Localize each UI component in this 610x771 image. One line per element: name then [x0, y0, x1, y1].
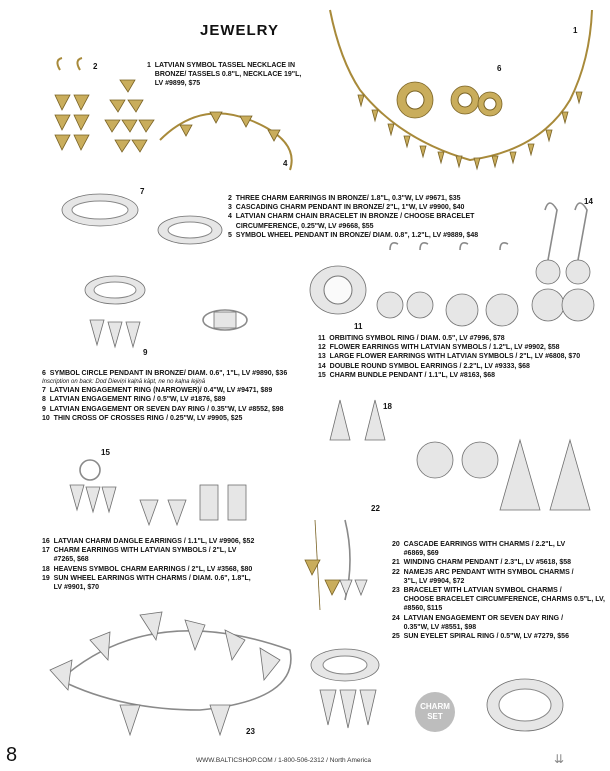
item-11: 11 ORBITING SYMBOL RING / DIAM. 0.5", LV #7996, $78	[318, 335, 505, 342]
item-6-inscription: Inscription on back: Dod Dieviņi kaļnā kāpt, ne no kaļna lejiņā	[42, 379, 206, 386]
item-9: 9 LATVIAN ENGAGEMENT OR SEVEN DAY RING / 0.35"W, LV #8552, $98	[42, 405, 284, 413]
ring-24-image	[311, 649, 379, 728]
bracelet-23-image	[50, 612, 291, 735]
item-10: 10 THIN CROSS OF CROSSES RING / 0.25"W, LV #9905, $25	[42, 414, 243, 422]
chevron-down-icon: ⇊	[554, 752, 565, 766]
item-22: 22 NAMEJS ARC PENDANT WITH SYMBOL CHARMS / 3"L, LV #9904, $72	[392, 568, 574, 585]
photo-number-22: 22	[371, 504, 380, 513]
photo-number-4: 4	[283, 159, 288, 168]
photo-number-7: 7	[140, 187, 145, 196]
photo-number-9: 9	[143, 348, 148, 357]
item-5: 5 SYMBOL WHEEL PENDANT IN BRONZE/ DIAM. 0.8", 1.2"L, LV #9889, $48	[228, 231, 479, 239]
badge-line-1: CHARM	[420, 702, 450, 711]
item-16: 16 LATVIAN CHARM DANGLE EARRINGS / 1.1"L, LV #9906, $52	[42, 538, 255, 545]
item-4: 4 LATVIAN CHARM CHAIN BRACELET IN BRONZE / CHOOSE BRACELET CIRCUMFERENCE, 0.25"W, LV #9668, $55	[228, 213, 475, 230]
bracelet-4-image	[160, 112, 292, 170]
item-19: 19 SUN WHEEL EARRINGS WITH CHARMS / DIAM. 0.6", 1.8"L, LV #9901, $70	[42, 574, 251, 592]
ring-25-image	[487, 679, 563, 731]
earrings-2-image	[55, 58, 89, 150]
item-6: 6 SYMBOL CIRCLE PENDANT IN BRONZE/ DIAM. 0.6", 1"L, LV #9890, $36	[42, 370, 288, 377]
photo-number-11: 11	[354, 322, 363, 331]
earrings-18-image	[330, 400, 385, 440]
item-23: 23 BRACELET WITH LATVIAN SYMBOL CHARMS / CHOOSE BRACELET CIRCUMFERENCE, CHARMS 0.5"L, LV, #8560, $115	[392, 587, 605, 613]
item-17: 17 CHARM EARRINGS WITH LATVIAN SYMBOLS / 2"L, LV #7265, $68	[42, 547, 237, 564]
item-24: 24 LATVIAN ENGAGEMENT OR SEVEN DAY RING / 0.35"W, LV #8551, $98	[392, 614, 564, 631]
ring-11-image	[310, 266, 366, 314]
item-list-2-5	[228, 194, 478, 240]
item-20: 20 CASCADE EARRINGS WITH CHARMS / 2.2"L, LV #6869, $69	[392, 541, 566, 558]
page-title: JEWELRY	[200, 22, 279, 39]
photo-number-15: 15	[101, 448, 110, 457]
item-14: 14 DOUBLE ROUND SYMBOL EARRINGS / 2.2"L, LV #9333, $68	[318, 362, 530, 370]
item-list-16-19	[42, 537, 254, 592]
item-list-20-25	[392, 540, 605, 641]
earrings-20-image	[417, 440, 590, 510]
item-13: 13 LARGE FLOWER EARRINGS WITH LATVIAN SYMBOLS / 2"L, LV #6808, $70	[318, 353, 581, 361]
item-3: 3 CASCADING CHARM PENDANT IN BRONZE/ 2"L, 1"W, LV #9900, $40	[228, 204, 465, 212]
pendants-21-22-image	[305, 520, 367, 610]
item-list-6-10	[42, 369, 287, 423]
wheel-pendants-image	[397, 82, 502, 118]
page-number: 8	[6, 744, 18, 766]
item-25: 25 SUN EYELET SPIRAL RING / 0.5"W, LV #7279, $56	[392, 633, 569, 641]
charm-set-badge	[415, 692, 455, 732]
item-7: 7 LATVIAN ENGAGEMENT RING (NARROWER)/ 0.4"W, LV #9471, $89	[42, 387, 273, 395]
item-list-11-15	[318, 334, 580, 380]
rings-7-10-image	[62, 194, 247, 347]
badge-line-2: SET	[427, 712, 443, 721]
photo-number-6: 6	[497, 64, 502, 73]
item-12: 12 FLOWER EARRINGS WITH LATVIAN SYMBOLS / 1.2"L, LV #9902, $58	[318, 344, 560, 352]
item-21: 21 WINDING CHARM PENDANT / 2.3"L, LV #5618, $58	[392, 559, 572, 567]
photo-number-2: 2	[93, 62, 98, 71]
item-8: 8 LATVIAN ENGAGEMENT RING / 0.5"W, LV #1876, $89	[42, 396, 226, 404]
item-18: 18 HEAVENS SYMBOL CHARM EARRINGS / 2"L, LV #3568, $80	[42, 565, 253, 573]
item-1: 1 LATVIAN SYMBOL TASSEL NECKLACE IN BRONZE/ TASSELS 0.8"L, NECKLACE 19"L, LV #9899, $75	[147, 62, 302, 88]
photo-number-23: 23	[246, 727, 255, 736]
item-15: 15 CHARM BUNDLE PENDANT / 1.1"L, LV #8163, $68	[318, 371, 496, 379]
pendants-15-19-image	[70, 460, 246, 525]
item-2: 2 THREE CHARM EARRINGS IN BRONZE/ 1.8"L, 0.3"W, LV #9671, $35	[228, 195, 461, 202]
photo-number-1: 1	[573, 26, 578, 35]
footer-text[interactable]: WWW.BALTICSHOP.COM / 1-800-506-2312 / North America	[196, 757, 371, 764]
item-list-1	[147, 61, 301, 89]
photo-number-18: 18	[383, 402, 392, 411]
photo-number-14: 14	[584, 197, 593, 206]
pendant-3-image	[105, 80, 154, 152]
